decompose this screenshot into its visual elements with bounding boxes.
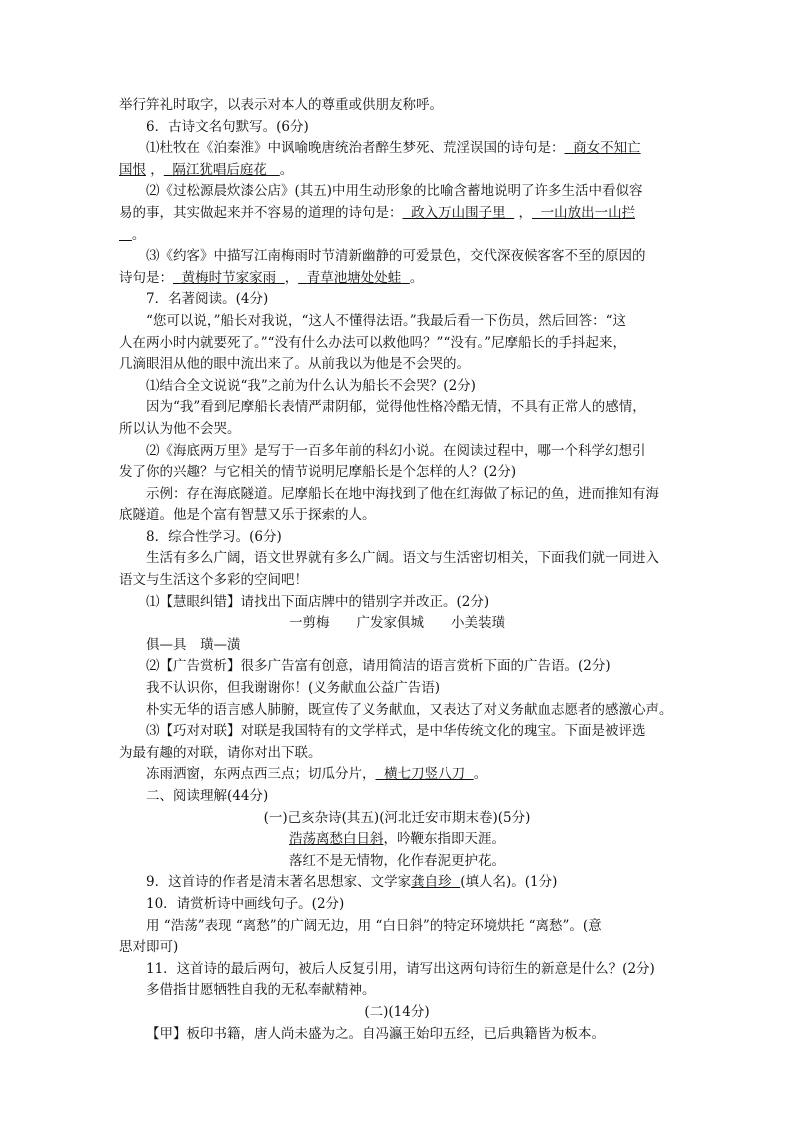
answer-line: 多借指甘愿牺牲自我的无私奉献精神。 xyxy=(146,982,376,999)
question-8-3-cont: 为最有趣的对联，请你对出下联。 xyxy=(119,744,322,761)
question-7-2: ⑵《海底两万里》是写于一百多年前的科幻小说。在阅读过程中，哪一个科学幻想引 xyxy=(146,442,646,459)
couplet-line: 冻雨洒窗，东两点西三点；切瓜分片， 横七刀竖八刀 。 xyxy=(146,766,488,783)
answer-blank: 隔江犹唱后庭花 xyxy=(172,161,267,178)
answer-line: 思对即可) xyxy=(119,939,179,956)
text-line: 举行笄礼时取字，以表示对本人的尊重或供朋友称呼。 xyxy=(119,97,443,113)
answer-line: 示例：存在海底隧道。尼摩船长在地中海找到了他在红海做了标记的鱼，进而推知有海 xyxy=(146,485,659,502)
question-7-2-cont: 发了你的兴趣？与它相关的情节说明尼摩船长是个怎样的人？(2分) xyxy=(119,464,517,481)
question-6-3-cont: 诗句是： 黄梅时节家家雨 ， 青草池塘处处蛙 。 xyxy=(119,269,424,286)
answer-blank: 国恨 xyxy=(119,161,146,178)
question-7-1: ⑴结合全文说说“我”之前为什么认为船长不会哭？(2分) xyxy=(146,377,476,394)
text-line: 语文与生活这个多彩的空间吧！ xyxy=(119,572,308,589)
answer-blank: 青草池塘处处蛙 xyxy=(306,269,402,286)
question-6-title: 6．古诗文名句默写。(6分) xyxy=(146,118,309,135)
question-7-title: 7．名著阅读。(4分) xyxy=(146,291,269,308)
text-line: “您可以说，”船长对我说，“这人不懂得法语。”我最后看一下伤员，然后回答：“这 xyxy=(146,312,627,329)
shop-signs: 一剪梅 广发家俱城 小美装璜 xyxy=(289,615,505,632)
question-6-1-cont: 国恨 ， 隔江犹唱后庭花 。 xyxy=(119,161,294,178)
answer-line: 因为“我”看到尼摩船长表情严肃阴郁，觉得他性格冷酷无情，不具有正常人的感情， xyxy=(146,399,646,416)
text-line: 人在两小时内就要死了。”“没有什么办法可以救他吗？”“没有。”尼摩船长的手抖起来， xyxy=(119,334,627,351)
section-2-title: 二、阅读理解(44分) xyxy=(146,788,269,804)
question-8-1: ⑴【慧眼纠错】请找出下面店牌中的错别字并改正。(2分) xyxy=(146,593,490,610)
answer-blank: 商女不知亡 xyxy=(573,140,641,157)
underlined-poem-text: 浩荡离愁白日斜 xyxy=(289,831,384,848)
poem-line: 浩荡离愁白日斜，吟鞭东指即天涯。 xyxy=(289,831,505,848)
answer-blank: 政入万山围子里 xyxy=(411,204,506,221)
question-8-3: ⑶【巧对对联】对联是我国特有的文学样式，是中华传统文化的瑰宝。下面是被评选 xyxy=(146,723,646,740)
answer-line: 底隧道。他是个富有智慧又乐于探索的人。 xyxy=(119,507,376,524)
question-6-2-cont: 易的事，其实做起来并不容易的道理的诗句是： 政入万山围子里 ， 一山放出一山拦 xyxy=(119,204,636,221)
answer-blank: 龚自珍 xyxy=(411,874,452,891)
answer-line: 所以认为他不会哭。 xyxy=(119,420,241,437)
answer-blank: 横七刀竖八刀 xyxy=(384,766,466,783)
passage-jia: 【甲】板印书籍，唐人尚未盛为之。自冯瀛王始印五经，已后典籍皆为板本。 xyxy=(146,1025,605,1042)
answer-line: 朴实无华的语言感人肺腑，既宣传了义务献血，又表达了对义务献血志愿者的感激心声。 xyxy=(146,701,673,718)
passage-label: 【甲】 xyxy=(146,1025,187,1042)
text-line: 几滴眼泪从他的眼中流出来了。从前我以为他是不会哭的。 xyxy=(119,356,470,373)
text-line: 生活有多么广阔，语文世界就有多么广阔。语文与生活密切相关，下面我们就一同进入 xyxy=(146,550,659,567)
document-page xyxy=(119,95,675,1045)
part-2-title: (二)(14分) xyxy=(364,1003,430,1020)
answer-blank: 一山放出一山拦 xyxy=(540,204,636,221)
ad-slogan: 我不认识你，但我谢谢你！(义务献血公益广告语) xyxy=(146,680,441,697)
question-6-3: ⑶《约客》中描写江南梅雨时节清新幽静的可爱景色，交代深夜候客客不至的原因的 xyxy=(146,248,646,265)
question-9: 9．这首诗的作者是清末著名思想家、文学家龚自珍 (填人名)。(1分) xyxy=(146,874,558,891)
question-11: 11．这首诗的最后两句，被后人反复引用，请写出这两句诗衍生的新意是什么？(2分) xyxy=(146,960,655,977)
question-10: 10．请赏析诗中画线句子。(2分) xyxy=(146,895,345,912)
answer-blank xyxy=(119,227,132,243)
poem-line: 落红不是无情物，化作春泥更护花。 xyxy=(289,852,505,869)
question-6-2: ⑵《过松源晨炊漆公店》(其五)中用生动形象的比喻含蓄地说明了许多生活中看似容 xyxy=(146,183,643,200)
answer-line: 用 “浩荡”表现 “离愁”的广阔无边，用 “白日斜”的特定环境烘托 “离愁”。(意 xyxy=(146,917,602,934)
answer-blank: 黄梅时节家家雨 xyxy=(181,269,277,286)
question-8-2: ⑵【广告赏析】很多广告富有创意，请用简洁的语言赏析下面的广告语。(2分) xyxy=(146,658,611,675)
question-8-title: 8．综合性学习。(6分) xyxy=(146,528,282,545)
answer-line: 俱—具 璜—潢 xyxy=(146,636,241,653)
question-6-2-cont2: 。 xyxy=(119,225,675,247)
poem-title: (一)己亥杂诗(其五)(河北迁安市期末卷)(5分) xyxy=(263,809,531,826)
question-6-1: ⑴杜牧在《泊秦淮》中讽喻晚唐统治者醉生梦死、荒淫误国的诗句是： 商女不知亡 xyxy=(146,140,641,157)
